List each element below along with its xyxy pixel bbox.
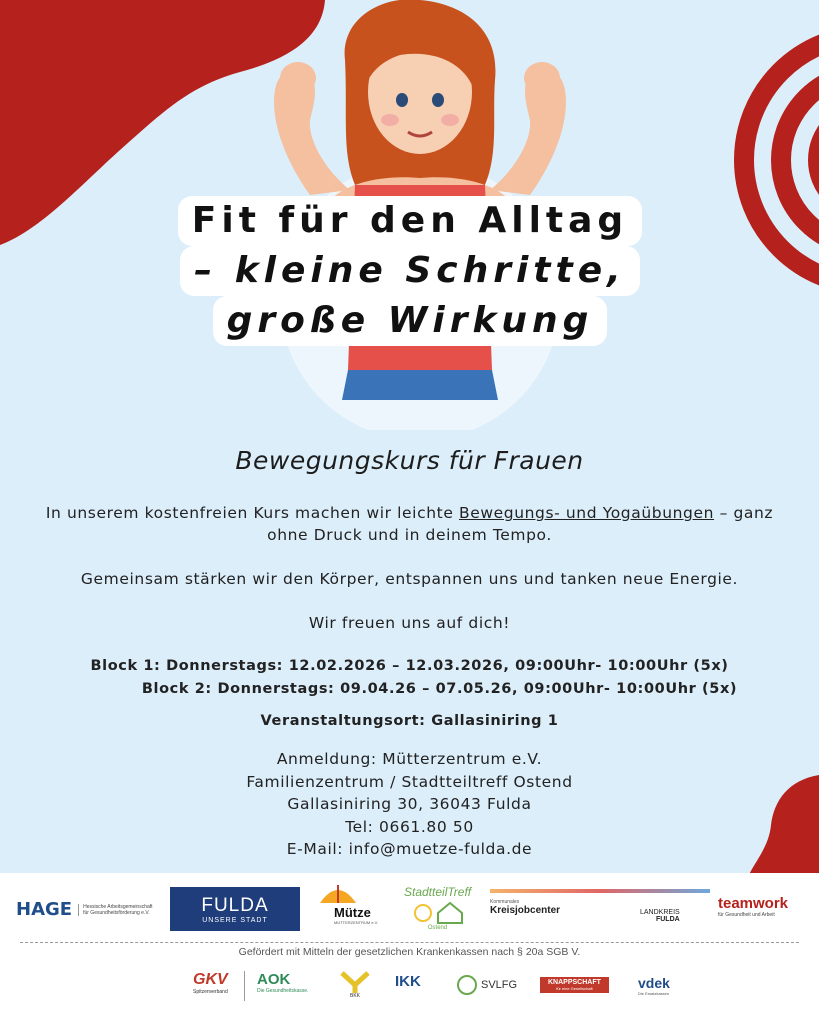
jobcenter-logo: Kommunales Kreisjobcenter (490, 889, 710, 916)
contact-block (20, 748, 799, 861)
gkv-logo: GKV Spitzenverband (193, 971, 228, 995)
svlfg-leaf-icon (457, 975, 477, 995)
aok-logo: AOK Die Gesundheitskasse. (257, 971, 309, 994)
gkv-divider (244, 971, 245, 1001)
title-line-3: große Wirkung (213, 296, 608, 346)
schedule-block-1: Block 1: Donnerstags: 12.02.2026 – 12.03.2026, 09:00Uhr- 10:00Uhr (5x) (90, 658, 729, 674)
welcome-text: Wir freuen uns auf dich! (308, 614, 511, 632)
hage-logo: HAGE Hessische Arbeitsgemeinschaft für Gesundheitsförderung e.V. (16, 899, 153, 920)
landkreis-fulda-logo: LANDKREIS FULDA (640, 909, 680, 923)
umbrella-icon (318, 883, 358, 905)
title-line-1: Fit für den Alltag (178, 196, 642, 246)
bkk-y-icon (340, 971, 370, 993)
house-icon (408, 899, 468, 925)
subtitle: Bewegungskurs für Frauen (235, 446, 584, 475)
stadtteiltreff-logo: StadtteilTreff Ostend (404, 885, 472, 931)
teamwork-logo: teamwork für Gesundheit und Arbeit (718, 895, 789, 918)
venue: Veranstaltungsort: Gallasiniring 1 (260, 713, 559, 729)
exercise-link[interactable]: Bewegungs- und Yogaübungen (458, 504, 715, 522)
contact-phone: Tel: 0661.80 50 (345, 817, 474, 836)
sponsor-logo-row (0, 881, 819, 941)
schedule-block-2: Block 2: Donnerstags: 09.04.26 – 07.05.26, 09:00Uhr- 10:00Uhr (5x) (141, 681, 738, 697)
fulda-logo: FULDA UNSERE STADT (170, 887, 300, 931)
bkk-logo: BKK (340, 971, 370, 999)
title-line-2: – kleine Schritte, (180, 246, 640, 296)
contact-line-2: Familienzentrum / Stadtteiltreff Ostend (246, 772, 573, 791)
contact-email[interactable]: E-Mail: info@muetze-fulda.de (286, 840, 533, 858)
intro-text-3: ohne Druck und in deinem Tempo. (267, 526, 552, 544)
vdek-logo: vdek Die Ersatzkassen (638, 975, 670, 996)
sponsor-footer (0, 873, 819, 1024)
footer-divider (20, 942, 799, 943)
title-block (160, 196, 660, 346)
funding-notice: Gefördert mit Mitteln der gesetzlichen Krankenkassen nach § 20a SGB V. (238, 946, 581, 958)
intro-text-1: In unserem kostenfreien Kurs machen wir leichte (45, 504, 459, 522)
contact-line-1: Anmeldung: Mütterzentrum e.V. (276, 750, 543, 768)
contact-line-3: Gallasiniring 30, 36043 Fulda (287, 795, 532, 813)
knappschaft-logo: KNAPPSCHAFT für eine Gesellschaft (540, 977, 609, 993)
ikk-logo: IKK (395, 973, 421, 990)
intro-paragraph (20, 502, 799, 546)
body-paragraph: Gemeinsam stärken wir den Körper, entspannen uns und tanken neue Energie. (80, 570, 739, 588)
muetze-logo: Mütze MÜTTERZENTRUM e.V. (318, 883, 378, 925)
intro-text-2: – ganz (714, 504, 774, 522)
decorative-red-rings (729, 30, 819, 300)
svlfg-logo: SVLFG (457, 975, 517, 995)
funder-logo-row (0, 969, 819, 1009)
